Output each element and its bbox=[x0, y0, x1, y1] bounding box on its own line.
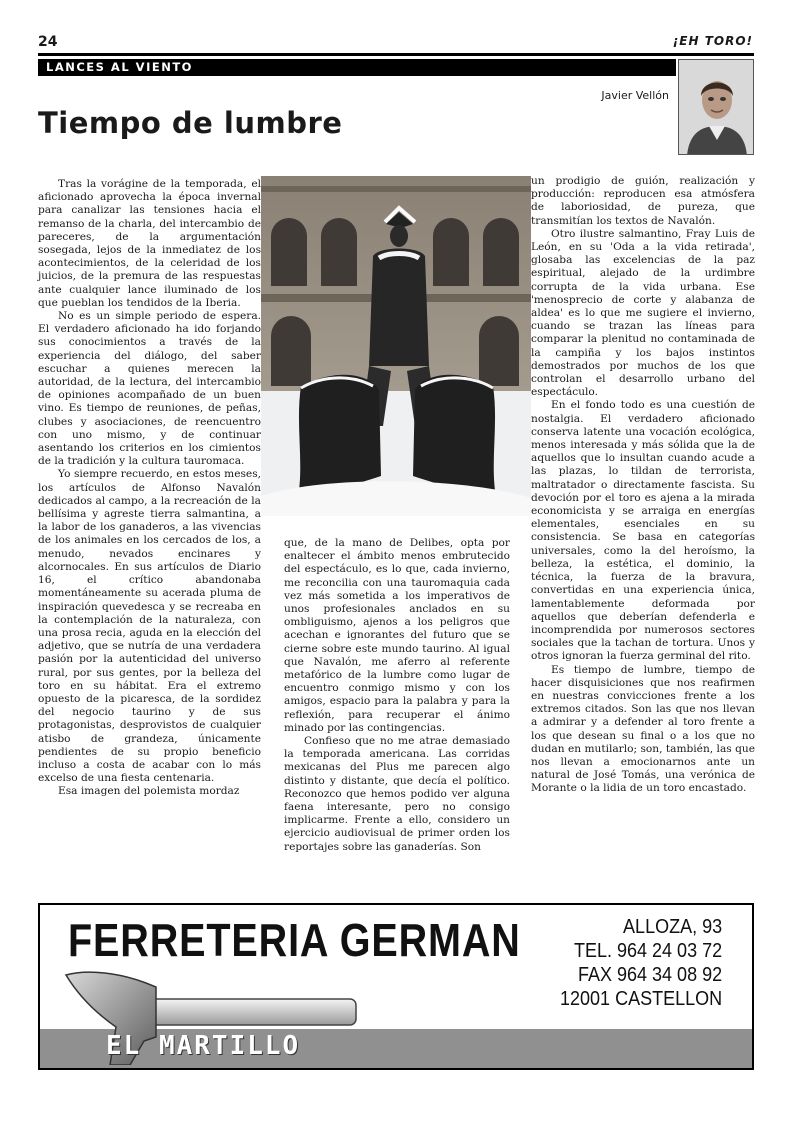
ad-address: ALLOZA, 93 bbox=[622, 916, 722, 938]
article-column-2 bbox=[284, 537, 510, 854]
section-banner: LANCES AL VIENTO bbox=[38, 59, 676, 76]
article-column-1 bbox=[38, 178, 261, 799]
paragraph: Esa imagen del polemista mordaz bbox=[58, 785, 240, 798]
paragraph: Tras la vorágine de la temporada, el aficionado aprovecha la época invernal para canalizar las tensiones hacia el remanso de la charla, del intercambio de pareceres, de la argumentación sosegada, lejos de la inmediatez de los acontecimientos, de la celeridad de los juicios, de la premura de las respuestas ante cualquier lance iluminado de los que pueblan los tendidos de la Iberia. bbox=[38, 178, 261, 309]
author-name: Javier Vellón bbox=[601, 89, 669, 102]
paragraph: Es tiempo de lumbre, tiempo de hacer disquisiciones que nos reafirmen en nuestras convicciones frente a los extremos citados. Son las que nos llevan a admirar y a defender al toro frente a los que desean su final o a los que no dudan en mutilarlo; son, también, las que nos llevan a emocionarnos ante un natural de José Tomás, una verónica de Morante o la lidia de un toro encastado. bbox=[531, 663, 755, 795]
ad-city: 12001 CASTELLON bbox=[559, 988, 722, 1010]
ad-business-name: FERRETERIA GERMAN bbox=[68, 914, 521, 966]
ad-phone: TEL. 964 24 03 72 bbox=[573, 940, 722, 962]
article-column-3 bbox=[531, 175, 755, 796]
paragraph: un prodigio de guión, realización y producción: reproducen esa atmósfera de laboriosidad, de pureza, que transmitían los textos de Navalón. bbox=[531, 175, 755, 227]
paragraph: En el fondo todo es una cuestión de nostalgia. El verdadero aficionado conserva latente una vocación ecológica, menos interesada y más sólida que la de aquellos que lo insultan cuando acude a las plazas, lo tildan de terrorista, maltratador o directamente fascista. Su devoción por el toro es ajena a la mirada economicista y se arraiga en energías elementales, esenciales en su consistencia. Se basa en categorías universales, como la del heroísmo, la belleza, la estética, el dominio, la técnica, la fuerza de la bravura, convertidas en una experiencia única, lamentablemente deformada por aquellos que deberían defenderla e incomprendida por numerosos sectores sociales que la tachan de tortura. Unos y otros ignoran la fuerza germinal del rito. bbox=[531, 399, 755, 663]
statue-photo bbox=[261, 176, 531, 516]
paragraph: que, de la mano de Delibes, opta por enaltecer el ámbito menos embrutecido del espectáculo, es lo que, cada invierno, me reconcilia con una tauromaquia cada vez más sometida a los imperativos de unos profesionales anclados en su ombliguismo, ajenos a los peligros que acechan e ignorantes del futuro que se cierne sobre este mundo taurino. Al igual que Navalón, me aferro al referente metafórico de la lumbre como lugar de encuentro conmigo mismo y con los amigos, espacio para la palabra y para la reflexión, para recuperar el ánimo minado por las contingencias. bbox=[284, 537, 510, 734]
magazine-name: ¡EH TORO! bbox=[672, 34, 753, 48]
paragraph: Confieso que no me atrae demasiado la temporada americana. Las corridas mexicanas del Plus me parecen algo distinto y distante, que decía el político. Reconozco que hemos podido ver alguna faena interesante, pero no consigo implicarme. Frente a ello, considero un ejercicio audiovisual de primer orden los reportajes sobre las ganaderías. Son bbox=[284, 735, 510, 853]
paragraph: No es un simple periodo de espera. El verdadero aficionado ha ido forjando sus conocimientos a través de la experiencia del diálogo, del saber escuchar a quienes merecen la autoridad, de la lectura, del intercambio de opiniones acompañado de un buen vino. Es tiempo de reuniones, de peñas, clubes y asociaciones, de reencuentro con uno mismo, y de continuar asentando los criterios en los cimientos de la tradición y la cultura tauromaca. bbox=[38, 310, 261, 468]
article-title: Tiempo de lumbre bbox=[38, 106, 343, 140]
author-photo bbox=[678, 59, 754, 155]
header-rule bbox=[38, 53, 754, 56]
paragraph: Yo siempre recuerdo, en estos meses, los artículos de Alfonso Navalón dedicados al campo, a la recreación de la bellísima y agreste tierra salmantina, a la labor de los ganaderos, a las vivencias de los animales en los cercados de los, a menudo, nevados encinares y alcornocales. En sus artículos de Diario 16, el crítico abandonaba momentáneamente su acerada pluma de inspiración quevedesca y se recreaba en la contemplación de la naturaleza, con una prosa recia, aguda en la elección del adjetivo, que se nutría de una verdadera pasión por la autenticidad del universo rural, por sus gentes, por la belleza del toro en su hábitat. Era el extremo opuesto de la picaresca, de la sordidez del negocio taurino y de sus protagonistas, desprovistos de cualquier atisbo de grandeza, únicamente pendientes de su propio beneficio incluso a costa de acabar con lo más excelso de una fiesta centenaria. bbox=[38, 468, 261, 785]
advertisement bbox=[38, 903, 754, 1070]
paragraph: Otro ilustre salmantino, Fray Luis de León, en su 'Oda a la vida retirada', glosaba las excelencias de la paz espiritual, alejado de la urdimbre corrupta de la vida urbana. Ese 'menosprecio de corte y alabanza de aldea' es lo que me sugiere el invierno, cuando se trazan las líneas para comparar la plenitud no contaminada de la campiña y los bajos instintos demostrados por muchos de los que controlan el desarrollo urbano del espectáculo. bbox=[531, 227, 755, 399]
ad-subtitle: EL MARTILLO bbox=[106, 1031, 301, 1061]
ad-contact bbox=[560, 915, 722, 1011]
page-number: 24 bbox=[38, 34, 58, 50]
ad-fax: FAX 964 34 08 92 bbox=[577, 964, 722, 986]
